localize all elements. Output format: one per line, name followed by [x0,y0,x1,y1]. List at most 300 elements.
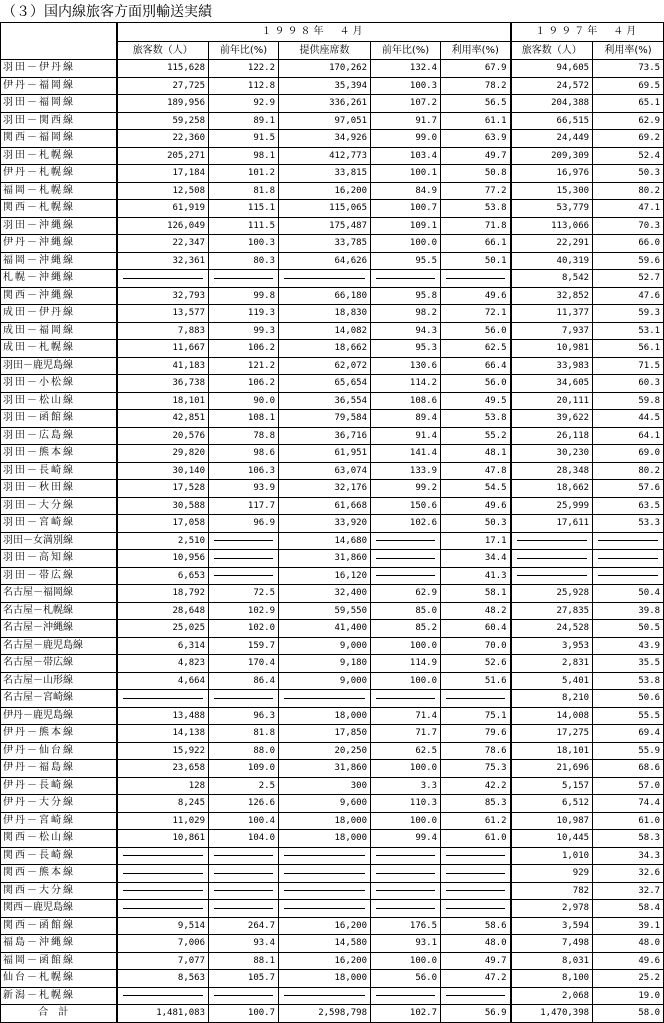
seats-cell: 9,000 [279,637,371,655]
passengers-1998-cell: 32,361 [117,252,209,270]
page-title: （３）国内線旅客方面別輸送実績 [2,4,212,20]
no-service-dash [284,855,365,856]
yoy-seats-cell: 99.4 [371,830,441,848]
seats-cell: 97,051 [279,112,371,130]
route-name-cell: 成田－福岡線 [1,322,117,340]
passengers-1998-cell: 11,029 [117,812,209,830]
no-service-dash [446,698,505,699]
no-service-dash [376,698,435,699]
passengers-1997-cell: 94,605 [511,60,593,78]
seats-cell: 16,200 [279,182,371,200]
yoy-seats-cell: 95.5 [371,252,441,270]
passengers-1997-cell: 1,010 [511,847,593,865]
yoy-passengers-cell: 170.4 [209,655,279,673]
route-name-cell: 伊丹－札幌線 [1,165,117,183]
yoy-passengers-cell: 126.6 [209,795,279,813]
yoy-passengers-cell: 80.3 [209,252,279,270]
load-factor-1997-cell: 64.1 [593,427,664,445]
load-factor-1998-cell: 48.0 [441,935,511,953]
yoy-passengers-cell: 105.7 [209,970,279,988]
yoy-seats-cell: 56.0 [371,970,441,988]
passengers-1997-cell: 17,275 [511,725,593,743]
passengers-1997-cell: 21,696 [511,760,593,778]
no-service-dash [284,698,365,699]
load-factor-1997-cell: 53.3 [593,515,664,533]
yoy-seats-cell: 62.5 [371,742,441,760]
no-service-dash [517,540,588,541]
yoy-passengers-cell: 93.4 [209,935,279,953]
yoy-seats-cell [371,690,441,708]
load-factor-1998-cell: 56.0 [441,322,511,340]
load-factor-1997-cell: 73.5 [593,60,664,78]
passengers-1998-cell [117,882,209,900]
passengers-1997-cell: 30,230 [511,445,593,463]
yoy-seats-cell: 150.6 [371,497,441,515]
load-factor-1998-cell: 49.6 [441,497,511,515]
passengers-1998-cell: 9,514 [117,917,209,935]
load-factor-1998-cell: 47.2 [441,970,511,988]
passengers-1998-cell: 18,792 [117,585,209,603]
table-row [1,147,664,165]
load-factor-1997-cell: 68.6 [593,760,664,778]
table-row [1,305,664,323]
no-service-dash [123,873,204,874]
yoy-passengers-cell: 93.9 [209,480,279,498]
year-1998-header: １９９８年 ４月 [117,23,511,42]
table-row [1,357,664,375]
passengers-1998-cell: 42,851 [117,410,209,428]
passengers-1997-cell [511,567,593,585]
table-row [1,760,664,778]
col-header-load-factor-1997: 利用率(%) [593,42,664,60]
seats-cell: 33,815 [279,165,371,183]
load-factor-1998-cell: 71.8 [441,217,511,235]
table-row [1,830,664,848]
no-service-dash [123,278,204,279]
seats-cell: 14,580 [279,935,371,953]
route-name-cell: 伊丹－沖縄線 [1,235,117,253]
seats-cell: 14,082 [279,322,371,340]
load-factor-1998-cell: 75.1 [441,707,511,725]
load-factor-1997-cell: 53.8 [593,672,664,690]
seats-cell: 412,773 [279,147,371,165]
table-row [1,445,664,463]
no-service-dash [284,995,365,996]
route-name-cell: 関西－沖縄線 [1,287,117,305]
load-factor-1998-cell: 85.3 [441,795,511,813]
load-factor-1997-cell: 69.4 [593,725,664,743]
yoy-seats-cell: 89.4 [371,410,441,428]
passengers-1998-cell [117,690,209,708]
load-factor-1998-cell [441,882,511,900]
passengers-1998-cell: 15,922 [117,742,209,760]
seats-cell: 9,180 [279,655,371,673]
no-service-dash [214,855,273,856]
load-factor-1997-cell: 50.3 [593,165,664,183]
route-name-cell: 関西－大分線 [1,882,117,900]
route-name-cell: 福岡－札幌線 [1,182,117,200]
load-factor-1998-cell: 78.6 [441,742,511,760]
route-name-cell: 伊丹－長崎線 [1,777,117,795]
table-row [1,952,664,970]
table-row [1,637,664,655]
passengers-1997-cell: 39,622 [511,410,593,428]
passengers-1997-cell: 66,515 [511,112,593,130]
load-factor-1997-cell: 32.6 [593,865,664,883]
yoy-seats-cell: 100.0 [371,760,441,778]
load-factor-1997-cell: 69.0 [593,445,664,463]
seats-cell: 18,662 [279,340,371,358]
table-row [1,602,664,620]
yoy-seats-cell: 100.3 [371,77,441,95]
load-factor-1998-cell: 63.9 [441,130,511,148]
route-name-cell: 伊丹－福岡線 [1,77,117,95]
no-service-dash [517,558,588,559]
no-service-dash [284,890,365,891]
seats-cell: 64,626 [279,252,371,270]
passengers-1998-cell [117,270,209,288]
no-service-dash [376,575,435,576]
passengers-1997-cell: 18,662 [511,480,593,498]
yoy-seats-cell: 100.0 [371,672,441,690]
no-service-dash [376,278,435,279]
load-factor-1997-cell [593,567,664,585]
route-name-cell: 成田－伊丹線 [1,305,117,323]
table-row [1,532,664,550]
yoy-seats-cell: 114.2 [371,375,441,393]
load-factor-1997-cell: 55.9 [593,742,664,760]
passengers-1998-cell: 17,528 [117,480,209,498]
seats-cell [279,865,371,883]
route-name-cell: 羽田－長崎線 [1,462,117,480]
yoy-passengers-cell: 91.5 [209,130,279,148]
passengers-1997-cell: 10,981 [511,340,593,358]
passengers-1998-cell: 7,006 [117,935,209,953]
route-name-cell: 関西－札幌線 [1,200,117,218]
yoy-seats-cell: 99.0 [371,130,441,148]
load-factor-1997-cell: 44.5 [593,410,664,428]
seats-cell: 115,065 [279,200,371,218]
table-row [1,742,664,760]
yoy-passengers-cell: 88.1 [209,952,279,970]
passengers-1997-cell: 18,101 [511,742,593,760]
no-service-dash [376,540,435,541]
seats-cell: 18,000 [279,707,371,725]
table-row [1,917,664,935]
passengers-1998-cell: 8,245 [117,795,209,813]
table-row [1,812,664,830]
route-name-cell: 羽田－札幌線 [1,147,117,165]
table-row [1,60,664,78]
yoy-seats-cell: 94.3 [371,322,441,340]
no-service-dash [214,278,273,279]
route-name-cell: 福島－沖縄線 [1,935,117,953]
yoy-passengers-cell: 121.2 [209,357,279,375]
route-name-cell: 仙台－札幌線 [1,970,117,988]
yoy-seats-cell: 98.2 [371,305,441,323]
passengers-1997-cell: 209,309 [511,147,593,165]
passengers-1997-cell: 3,594 [511,917,593,935]
yoy-passengers-cell [209,882,279,900]
passengers-1997-cell: 2,978 [511,900,593,918]
table-row [1,655,664,673]
col-header-yoy-passengers: 前年比(%) [209,42,279,60]
table-row [1,515,664,533]
yoy-passengers-cell: 264.7 [209,917,279,935]
seats-cell: 36,554 [279,392,371,410]
load-factor-1997-cell: 43.9 [593,637,664,655]
yoy-passengers-cell: 92.9 [209,95,279,113]
no-service-dash [446,890,505,891]
seats-cell: 18,000 [279,812,371,830]
table-row [1,480,664,498]
passengers-1997-cell: 782 [511,882,593,900]
load-factor-1998-cell: 50.3 [441,515,511,533]
load-factor-1998-cell: 56.5 [441,95,511,113]
passengers-1998-cell: 11,667 [117,340,209,358]
passengers-1998-cell: 17,184 [117,165,209,183]
route-name-cell: 羽田－高知線 [1,550,117,568]
no-service-dash [598,540,658,541]
load-factor-1997-cell: 47.6 [593,287,664,305]
load-factor-1998-cell: 70.0 [441,637,511,655]
passengers-1997-cell: 14,008 [511,707,593,725]
route-name-cell: 福岡－沖縄線 [1,252,117,270]
table-row [1,252,664,270]
load-factor-1998-cell [441,690,511,708]
yoy-passengers-cell: 101.2 [209,165,279,183]
yoy-passengers-cell: 119.3 [209,305,279,323]
load-factor-1998-cell: 47.8 [441,462,511,480]
load-factor-1998-cell [441,865,511,883]
seats-cell [279,987,371,1005]
load-factor-1998-cell: 61.0 [441,830,511,848]
year-1997-header: １９９７年 ４月 [511,23,664,42]
passengers-1998-cell: 126,049 [117,217,209,235]
load-factor-1998-cell [441,987,511,1005]
no-service-dash [123,995,204,996]
load-factor-1998-cell: 67.9 [441,60,511,78]
seats-cell: 175,487 [279,217,371,235]
seats-cell: 9,600 [279,795,371,813]
no-service-dash [598,558,658,559]
yoy-passengers-cell [209,847,279,865]
passengers-1998-cell: 30,140 [117,462,209,480]
passengers-1998-cell: 7,883 [117,322,209,340]
yoy-seats-cell: 93.1 [371,935,441,953]
passengers-1998-cell: 8,563 [117,970,209,988]
route-name-cell: 伊丹－大分線 [1,795,117,813]
yoy-seats-cell: 85.0 [371,602,441,620]
load-factor-1998-cell: 77.2 [441,182,511,200]
route-name-cell: 伊丹－福島線 [1,760,117,778]
load-factor-1997-cell: 39.1 [593,917,664,935]
yoy-seats-cell: 102.6 [371,515,441,533]
table-row [1,690,664,708]
table-row [1,287,664,305]
load-factor-1998-cell: 56.0 [441,375,511,393]
passengers-1998-cell: 115,628 [117,60,209,78]
seats-cell [279,882,371,900]
load-factor-1997-cell [593,532,664,550]
route-name-cell: 名古屋－山形線 [1,672,117,690]
yoy-seats-cell [371,270,441,288]
passengers-1997-cell: 53,779 [511,200,593,218]
passengers-1997-cell: 40,319 [511,252,593,270]
table-row [1,865,664,883]
passengers-1997-cell: 16,976 [511,165,593,183]
load-factor-1997-cell: 19.0 [593,987,664,1005]
route-name-cell: 羽田－宮崎線 [1,515,117,533]
passengers-1998-cell: 4,823 [117,655,209,673]
yoy-passengers-cell: 100.4 [209,812,279,830]
total-label-cell: 合計 [1,1005,117,1023]
load-factor-1997-cell: 56.1 [593,340,664,358]
passengers-1997-cell: 26,118 [511,427,593,445]
load-factor-1997-cell: 69.5 [593,77,664,95]
seats-cell: 36,716 [279,427,371,445]
passengers-1998-cell: 1,481,083 [117,1005,209,1023]
table-row [1,130,664,148]
yoy-passengers-cell [209,690,279,708]
passengers-1997-cell: 32,852 [511,287,593,305]
route-name-cell: 伊丹－仙台線 [1,742,117,760]
route-name-cell: 関西－福岡線 [1,130,117,148]
route-name-cell: 新潟－札幌線 [1,987,117,1005]
yoy-seats-cell: 110.3 [371,795,441,813]
yoy-seats-cell: 100.0 [371,235,441,253]
route-name-cell: 伊丹－宮崎線 [1,812,117,830]
load-factor-1998-cell: 66.4 [441,357,511,375]
passengers-1997-cell: 7,498 [511,935,593,953]
passengers-1998-cell: 6,653 [117,567,209,585]
table-row [1,550,664,568]
passengers-1997-cell: 24,449 [511,130,593,148]
col-header-yoy-seats: 前年比(%) [371,42,441,60]
passengers-1997-cell: 8,031 [511,952,593,970]
load-factor-1997-cell [593,550,664,568]
passengers-1998-cell: 14,138 [117,725,209,743]
load-factor-1997-cell: 35.5 [593,655,664,673]
no-service-dash [598,575,658,576]
yoy-passengers-cell: 106.2 [209,375,279,393]
seats-cell: 336,261 [279,95,371,113]
table-row [1,987,664,1005]
yoy-seats-cell: 85.2 [371,620,441,638]
load-factor-1997-cell: 59.8 [593,392,664,410]
load-factor-1998-cell: 61.2 [441,812,511,830]
yoy-seats-cell: 62.9 [371,585,441,603]
load-factor-1998-cell: 55.2 [441,427,511,445]
load-factor-1998-cell: 53.8 [441,410,511,428]
no-service-dash [446,873,505,874]
yoy-passengers-cell [209,900,279,918]
route-name-cell: 羽田－大分線 [1,497,117,515]
load-factor-1998-cell: 34.4 [441,550,511,568]
no-service-dash [123,698,204,699]
load-factor-1997-cell: 50.6 [593,690,664,708]
table-row [1,847,664,865]
seats-cell: 16,120 [279,567,371,585]
route-name-cell: 名古屋－帯広線 [1,655,117,673]
table-row [1,725,664,743]
passengers-1998-cell: 20,576 [117,427,209,445]
col-header-passengers-1998: 旅客数（人） [117,42,209,60]
table-row [1,935,664,953]
route-name-cell: 羽田－秋田線 [1,480,117,498]
passengers-1998-cell: 6,314 [117,637,209,655]
load-factor-1998-cell: 49.7 [441,147,511,165]
yoy-passengers-cell: 117.7 [209,497,279,515]
yoy-seats-cell: 103.4 [371,147,441,165]
no-service-dash [284,278,365,279]
load-factor-1998-cell: 58.1 [441,585,511,603]
passengers-1997-cell: 34,605 [511,375,593,393]
seats-cell: 61,668 [279,497,371,515]
yoy-passengers-cell: 72.5 [209,585,279,603]
no-service-dash [284,873,365,874]
table-row [1,112,664,130]
yoy-passengers-cell [209,270,279,288]
load-factor-1997-cell: 50.4 [593,585,664,603]
yoy-seats-cell [371,532,441,550]
yoy-seats-cell: 100.7 [371,200,441,218]
route-header-cell [1,23,117,60]
passengers-1998-cell: 25,025 [117,620,209,638]
seats-cell: 20,250 [279,742,371,760]
passengers-1998-cell: 29,820 [117,445,209,463]
passengers-1997-cell: 7,937 [511,322,593,340]
route-name-cell: 成田－札幌線 [1,340,117,358]
table-row [1,620,664,638]
passengers-1997-cell: 24,528 [511,620,593,638]
seats-cell: 33,920 [279,515,371,533]
route-name-cell: 関西－鹿児島線 [1,900,117,918]
load-factor-1997-cell: 58.0 [593,1005,664,1023]
passengers-1998-cell: 61,919 [117,200,209,218]
load-factor-1998-cell: 49.6 [441,287,511,305]
yoy-seats-cell [371,567,441,585]
passengers-1997-cell: 2,831 [511,655,593,673]
route-name-cell: 関西－松山線 [1,830,117,848]
yoy-seats-cell [371,847,441,865]
table-row [1,77,664,95]
no-service-dash [517,575,588,576]
route-name-cell: 羽田－小松線 [1,375,117,393]
passengers-1998-cell: 10,861 [117,830,209,848]
passengers-1997-cell: 10,987 [511,812,593,830]
no-service-dash [376,855,435,856]
no-service-dash [123,855,204,856]
load-factor-1998-cell: 17.1 [441,532,511,550]
passengers-1997-cell: 6,512 [511,795,593,813]
yoy-seats-cell: 91.4 [371,427,441,445]
no-service-dash [214,995,273,996]
no-service-dash [446,855,505,856]
passengers-1998-cell: 32,793 [117,287,209,305]
route-name-cell: 関西－長崎線 [1,847,117,865]
load-factor-1997-cell: 58.4 [593,900,664,918]
passengers-1998-cell: 27,725 [117,77,209,95]
yoy-seats-cell: 95.8 [371,287,441,305]
load-factor-1997-cell: 52.4 [593,147,664,165]
yoy-passengers-cell: 111.5 [209,217,279,235]
load-factor-1997-cell: 80.2 [593,462,664,480]
yoy-seats-cell: 95.3 [371,340,441,358]
yoy-passengers-cell [209,532,279,550]
yoy-passengers-cell: 81.8 [209,725,279,743]
load-factor-1998-cell: 41.3 [441,567,511,585]
